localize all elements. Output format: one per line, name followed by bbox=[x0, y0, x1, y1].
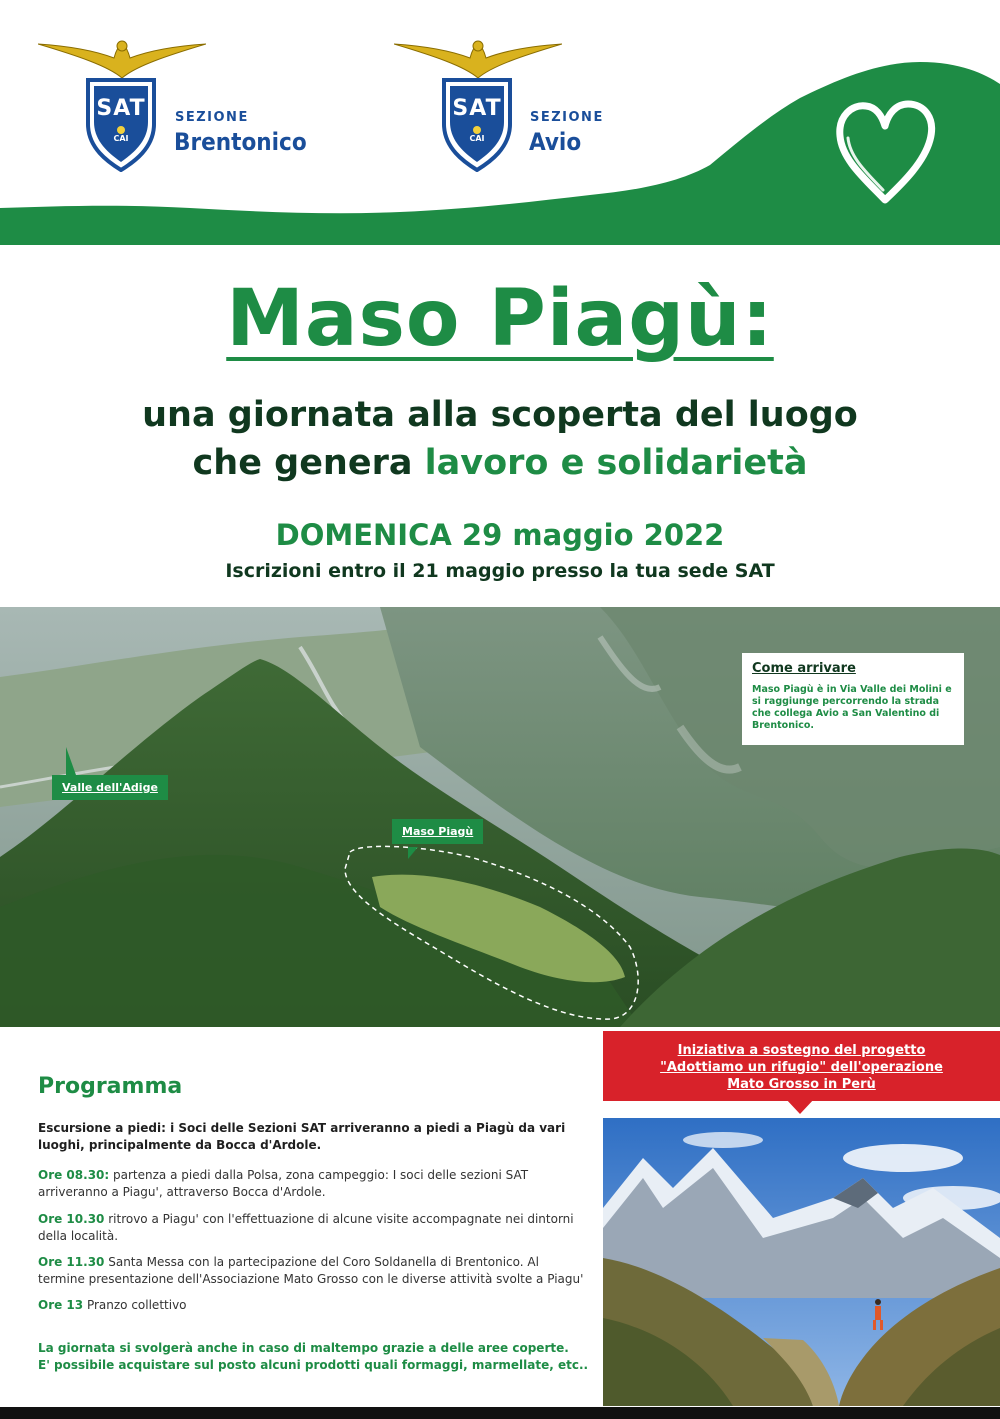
closing-notes bbox=[38, 1340, 598, 1374]
event-date: DOMENICA 29 maggio 2022 bbox=[275, 518, 725, 552]
heart-icon bbox=[826, 92, 944, 210]
program-time: Ore 13 bbox=[38, 1298, 84, 1312]
cai-emblem-text: CAI bbox=[113, 134, 129, 143]
callout-maso-piagu: Maso Piagù bbox=[392, 819, 483, 844]
callout-pointer bbox=[66, 747, 76, 775]
program-item: Ore 10.30 ritrovo a Piagu' con l'effettuazione di alcune visite accompagnate nei dintorni della località. bbox=[38, 1212, 574, 1243]
cai-emblem-text: CAI bbox=[469, 134, 485, 143]
section-label-left: SEZIONE bbox=[175, 110, 249, 125]
program-intro: Escursione a piedi: i Soci delle Sezioni SAT arriveranno a piedi a Piagù da vari luoghi, principalmente da Bocca d'Ardole. bbox=[38, 1121, 566, 1152]
directions-title: Come arrivare bbox=[752, 661, 856, 676]
program-item: Ore 13 Pranzo collettivo bbox=[38, 1298, 187, 1312]
sat-shield-icon bbox=[84, 76, 158, 172]
bottom-bar bbox=[0, 1407, 1000, 1419]
initiative-banner bbox=[603, 1031, 1000, 1101]
banner-line-1: Iniziativa a sostegno del progetto bbox=[677, 1043, 926, 1058]
sat-emblem-text: SAT bbox=[96, 96, 146, 121]
program-time: Ore 08.30: bbox=[38, 1168, 110, 1182]
callout-valle-adige: Valle dell'Adige bbox=[52, 775, 168, 800]
banner-line-2: "Adottiamo un rifugio" dell'operazione bbox=[660, 1060, 943, 1075]
banner-line-3: Mato Grosso in Perù bbox=[727, 1077, 876, 1092]
closing-note-products: E' possibile acquistare sul posto alcuni prodotti quali formaggi, marmellate, etc.. bbox=[38, 1358, 589, 1372]
program-title: Programma bbox=[38, 1074, 183, 1099]
subtitle-line-1: una giornata alla scoperta del luogo bbox=[142, 395, 858, 435]
header bbox=[0, 0, 1000, 250]
sat-emblem-text: SAT bbox=[452, 96, 502, 121]
andes-illustration bbox=[603, 1118, 1000, 1406]
program-time: Ore 10.30 bbox=[38, 1212, 105, 1226]
closing-note-weather: La giornata si svolgerà anche in caso di maltempo grazie a delle aree coperte. bbox=[38, 1341, 569, 1355]
section-label-right: SEZIONE bbox=[530, 110, 604, 125]
directions-text: Maso Piagù è in Via Valle dei Molini e si raggiunge percorrendo la strada che collega Avio a San Valentino di Brentonico. bbox=[752, 684, 952, 731]
peru-mountain-photo bbox=[603, 1118, 1000, 1406]
callout-pointer bbox=[408, 847, 418, 859]
main-title: Maso Piagù: bbox=[226, 274, 774, 364]
banner-pointer bbox=[785, 1098, 815, 1114]
directions-box bbox=[742, 653, 964, 745]
landscape-photo bbox=[0, 607, 1000, 1027]
program-item: Ore 11.30 Santa Messa con la partecipazione del Coro Soldanella di Brentonico. Al termine presentazione dell'Associazione Mato Grosso con le diverse attività svolte a Piagu' bbox=[38, 1255, 584, 1286]
section-name-avio: Avio bbox=[529, 128, 582, 156]
section-name-brentonico: Brentonico bbox=[174, 128, 307, 156]
subtitle-accent: lavoro e solidarietà bbox=[424, 443, 808, 483]
subtitle-line-2: che genera lavoro e solidarietà bbox=[192, 443, 808, 483]
program-time: Ore 11.30 bbox=[38, 1255, 105, 1269]
sat-shield-icon bbox=[440, 76, 514, 172]
program-item: Ore 08.30: partenza a piedi dalla Polsa, zona campeggio: I soci delle sezioni SAT arriveranno a Piagu', attraverso Bocca d'Ardole. bbox=[38, 1168, 529, 1199]
enrollment-note: Iscrizioni entro il 21 maggio presso la tua sede SAT bbox=[225, 560, 775, 582]
